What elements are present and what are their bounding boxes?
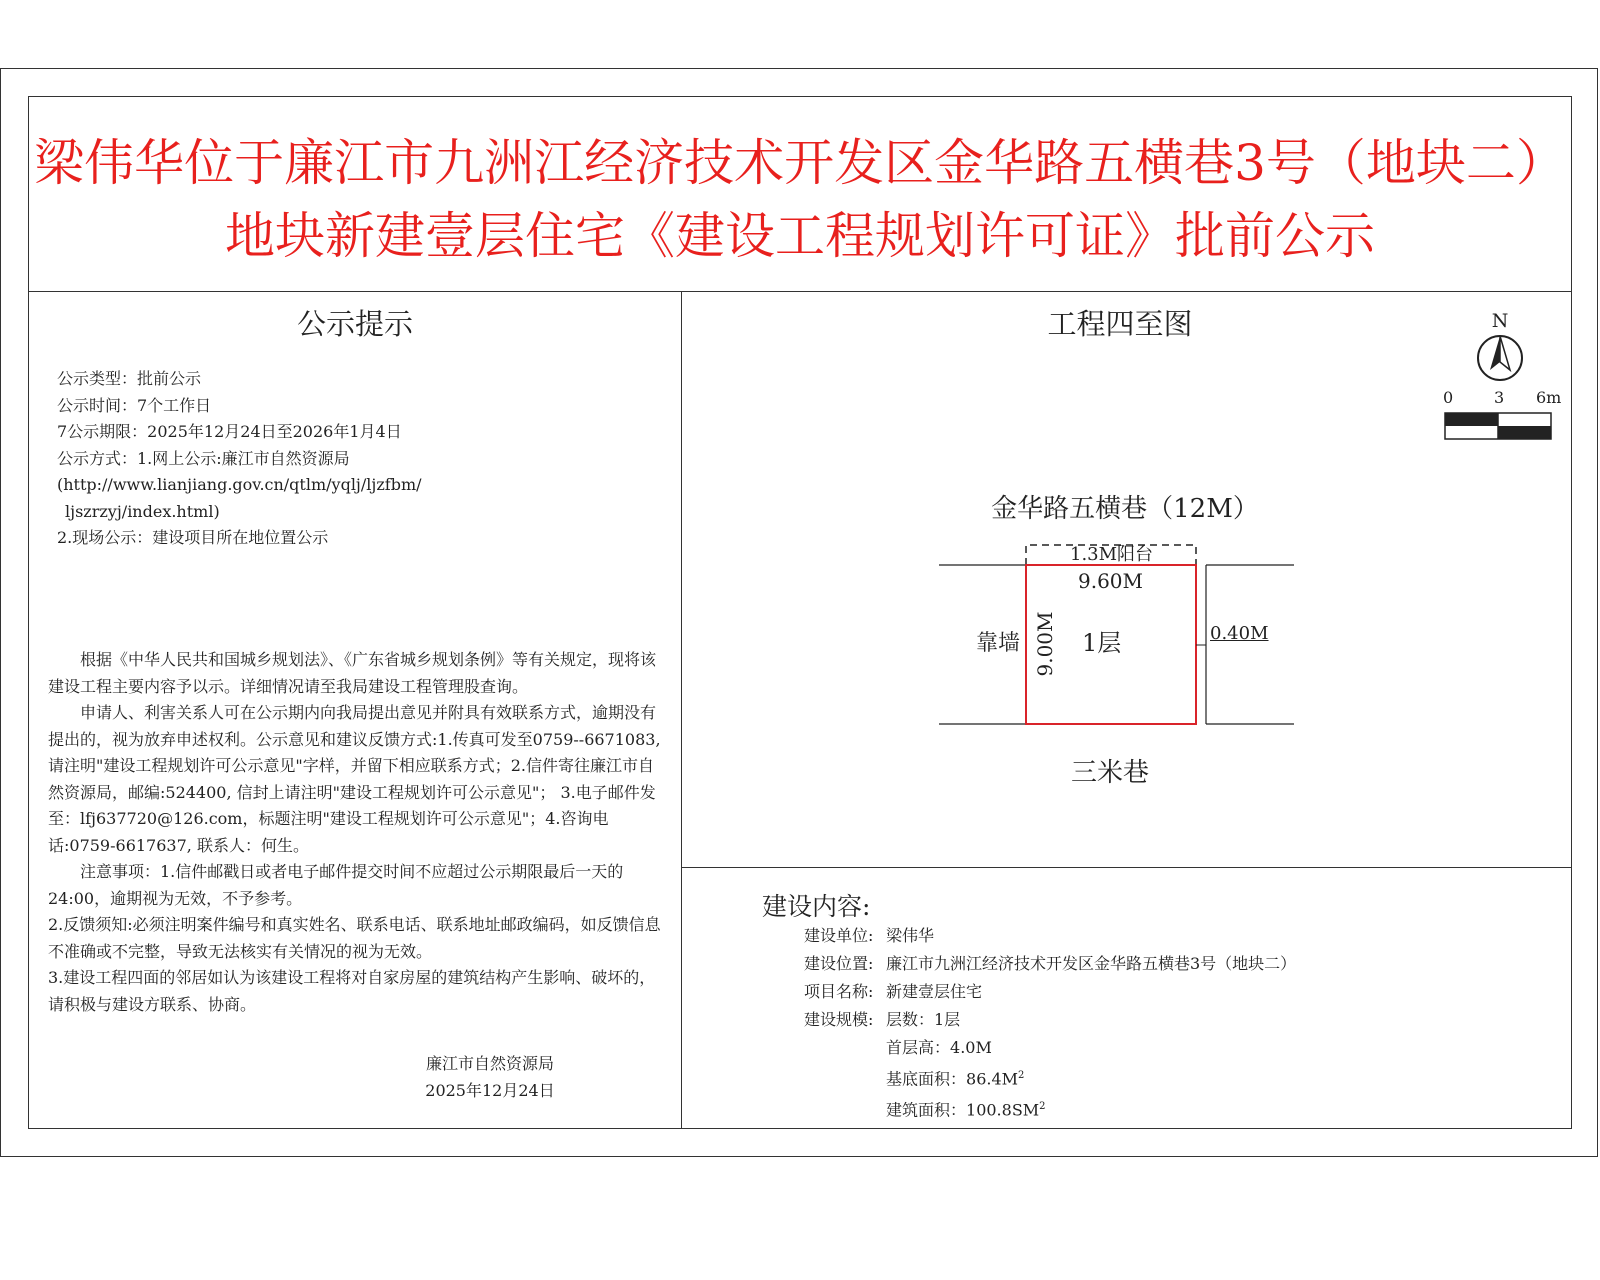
west-wall-label: 靠墙 — [976, 631, 1021, 656]
column-divider — [681, 291, 682, 1129]
notice-body — [48, 647, 668, 1018]
notice-paragraph: 申请人、利害关系人可在公示期内向我局提出意见并附具有效联系方式，逾期没有提出的，视为放弃申述权利。公示意见和建议反馈方式:1.传真可发至0759--6671083, 请注明"建设工程规划许可公示意见"字样，并留下相应联系方式；2.信件寄往廉江市自然资源局，邮编:524400, 信封上请注明"建设工程规划许可公示意见"； 3.电子邮件发至：lfj637720@126.com，标题注明"建设工程规划许可公示意见"；4.咨询电话:0759-6617637, 联系人：何生。 — [48, 703, 661, 855]
signature-org: 廉江市自然资源局 — [425, 1054, 554, 1073]
depth-label: 9.00M — [1033, 611, 1057, 677]
map-divider — [681, 867, 1572, 868]
width-label: 9.60M — [1078, 569, 1144, 593]
build-row-base-area: 基底面积：$86.4M^2$ — [886, 1069, 1025, 1089]
build-row-floor-area: 建筑面积：$100.8SM^2$ — [886, 1100, 1046, 1120]
map-heading: 工程四至图 — [1047, 307, 1193, 341]
build-row-location: 建设位置: 廉江市九洲江经济技术开发区金华路五横巷3号（地块二） — [804, 954, 1297, 973]
notice-paragraph: 2.反馈须知:必须注明案件编号和真实姓名、联系电话、联系地址邮政编码，如反馈信息不准确或不完整，导致无法核实有关情况的视为无效。 — [48, 915, 661, 961]
notice-url-line-1[interactable]: (http://www.lianjiang.gov.cn/qtlm/yqlj/ljzfbm/ — [57, 475, 422, 494]
notice-method: 公示方式：1.网上公示:廉江市自然资源局 — [57, 448, 350, 468]
notice-paragraph: 3.建设工程四面的邻居如认为该建设工程将对自家房屋的建筑结构产生影响、破坏的，请积极与建设方联系、协商。 — [48, 968, 656, 1014]
build-row-project: 项目名称: 新建壹层住宅 — [804, 982, 983, 1001]
scale-label-0: 0 — [1443, 388, 1454, 407]
north-arrow-icon — [1474, 332, 1526, 382]
east-gap-label: 0.40M — [1210, 623, 1269, 644]
notice-paragraph: 注意事项：1.信件邮戳日或者电子邮件提交时间不应超过公示期限最后一天的24:00，逾期视为无效，不予参考。 — [48, 862, 624, 908]
notice-paragraph: 根据《中华人民共和国城乡规划法》、《广东省城乡规划条例》等有关规定，现将该建设工程主要内容予以示。详细情况请至我局建设工程管理股查询。 — [48, 650, 657, 696]
floors-label: 1层 — [1082, 629, 1122, 657]
scale-label-6m: 6m — [1536, 388, 1562, 407]
notice-time: 公示时间：7个工作日 — [57, 395, 212, 415]
title-divider — [28, 291, 1572, 292]
build-row-unit: 建设单位: 梁伟华 — [804, 926, 935, 945]
signature-date: 2025年12月24日 — [425, 1081, 555, 1100]
balcony-label: 1.3M阳台 — [1070, 544, 1154, 565]
build-row-scale: 建设规模: 层数：1层 — [804, 1010, 961, 1029]
notice-type: 公示类型：批前公示 — [57, 369, 202, 388]
title-line-1: 梁伟华位于廉江市九洲江经济技术开发区金华路五横巷3号（地块二） — [34, 134, 1566, 192]
north-road-label: 金华路五横巷（12M） — [991, 494, 1259, 524]
title-line-2: 地块新建壹层住宅《建设工程规划许可证》批前公示 — [225, 207, 1375, 265]
south-road-label: 三米巷 — [1070, 758, 1149, 788]
notice-onsite: 2.现场公示：建设项目所在地位置公示 — [57, 528, 329, 547]
build-details — [804, 922, 1296, 1125]
scale-label-3: 3 — [1494, 388, 1505, 407]
scale-bar — [1444, 412, 1552, 440]
notice-period: 7公示期限：2025年12月24日至2026年1月4日 — [57, 422, 402, 441]
notice-url-line-2[interactable]: ljszrzyj/index.html) — [65, 501, 220, 521]
build-heading: 建设内容: — [762, 892, 871, 921]
notice-heading: 公示提示 — [296, 307, 413, 341]
build-row-height: 首层高：4.0M — [886, 1038, 992, 1057]
notice-info — [57, 366, 422, 552]
north-label: N — [1491, 310, 1509, 332]
